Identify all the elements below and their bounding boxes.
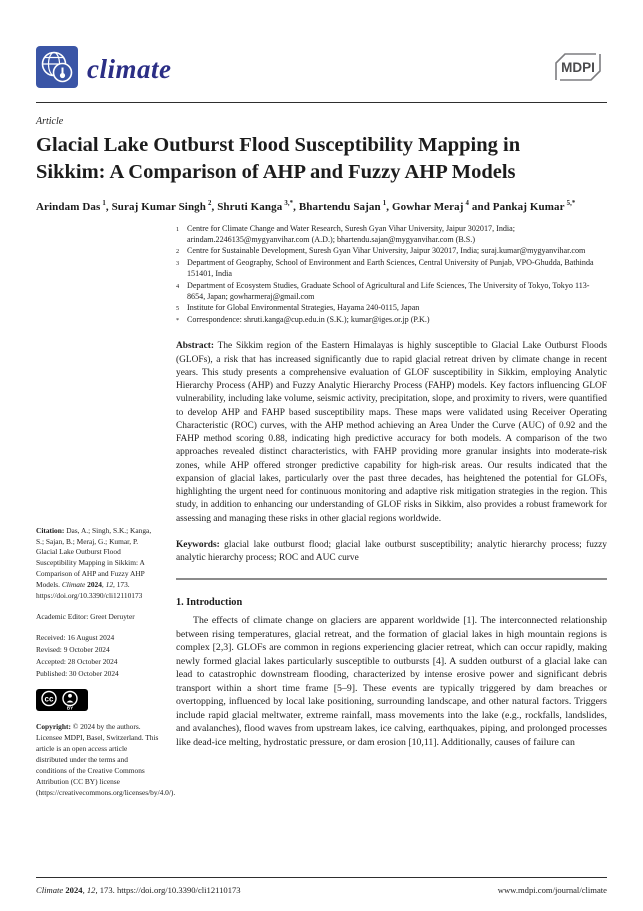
copyright-label: Copyright: — [36, 722, 73, 732]
author: Gowhar Meraj $^4$ and — [391, 199, 493, 213]
copyright-text: © 2024 by the authors. Licensee MDPI, Basel, Switzerland. This article is an open access article distributed under the terms and conditions of the Creative Commons Attribution (CC BY) license (https://creativecommons.org/licenses/by/4.0/). — [36, 722, 176, 797]
citation-label: Citation: — [36, 525, 67, 535]
affiliation-item: 5 Institute for Global Environmental Strategies, Hayama 240-0115, Japan — [176, 303, 420, 313]
author: Bhartendu Sajan $^1$, — [298, 199, 392, 213]
abstract — [176, 340, 607, 526]
author: Pankaj Kumar $^{5,*}$ — [492, 199, 576, 213]
academic-editor: Academic Editor: Greet Deruyter — [36, 611, 135, 621]
published-date: Published: 30 October 2024 — [36, 668, 119, 678]
svg-text:MDPI: MDPI — [561, 60, 595, 75]
header-divider — [36, 102, 607, 103]
article-type-label: Article — [36, 116, 64, 127]
svg-text:cc: cc — [44, 694, 54, 704]
footer-doi-link[interactable]: https://doi.org/10.3390/cli12110173 — [116, 885, 241, 895]
page-title: Glacial Lake Outburst Flood Susceptibility Mapping in Sikkim: A Comparison of AHP and Fuzzy AHP Models — [36, 134, 521, 184]
footer-journal-url[interactable]: www.mdpi.com/journal/climate — [497, 885, 607, 895]
footer-citation: Climate 2024, 12, 173. https://doi.org/10.3390/cli12110173 — [36, 885, 241, 895]
history-dates — [36, 633, 160, 680]
journal-brand — [36, 46, 171, 93]
accepted-date: Accepted: 28 October 2024 — [36, 656, 118, 666]
svg-text:BY: BY — [66, 705, 74, 711]
affiliation-item: 1 Centre for Climate Change and Water Research, Suresh Gyan Vihar University, Jaipur 302017, India; arindam.2246135@mygyanvihar.com (A.D.); bhartendu.sajan@mygyanvihar.com (B.S.) — [176, 223, 515, 244]
affiliation-item: 3 Department of Geography, School of Environment and Earth Sciences, Central University of Punjab, VPO-Ghudda, Bathinda 151401, India — [176, 258, 594, 279]
keywords-label: Keywords: — [176, 539, 220, 550]
introduction-paragraph: The effects of climate change on glaciers are apparent worldwide [1]. The interconnected relationship between rising temperatures, glacial retreat, and the formation of glacial lakes in high mountain regions is complex [2,3]. GLOFs are common in regions experiencing glacier retreat, which can occur rapidly, making newly formed glacial lakes particularly susceptible to outbursts [4]. A sudden outburst of a glacial lake can lead to catastrophic downstream flooding, characterized by intense erosive power and significant debris transport within a short time frame [5–9]. These events are typically triggered by dam breaches or overtopping, influenced by local lake positioning, surrounding landscape, and other natural factors. Triggers include rapid glacial meltwater, extreme rainfall, mass movements into the lake (e.g., rockfalls, landslides, and avalanches), flood waves from upstream lakes, ice calving, earthquakes, piping, and prolonged processes like dead-ice melting, hydrostatic pressure, or dam erosion [10,11]. Additionally, causes of failure can — [176, 615, 607, 748]
cc-by-license-badge[interactable] — [36, 689, 160, 715]
page-footer — [36, 877, 607, 895]
author: Shruti Kanga $^{3,*}$, — [217, 199, 299, 213]
affiliation-item: 2 Centre for Sustainable Development, Suresh Gyan Vihar University, Jaipur 302017, India; suraj.kumar@mygyanvihar.com — [176, 246, 586, 255]
citation-journal: Climate — [61, 580, 86, 590]
affiliation-item: 4 Department of Ecosystem Studies, Graduate School of Agricultural and Life Sciences, The University of Tokyo, Tokyo 113-8654, Japan; gowharmeraj@gmail.com — [176, 280, 590, 301]
keywords-text: glacial lake outburst flood; glacial lake outburst susceptibility; analytic hierarchy process; fuzzy analytic hierarchy process; ROC and AUC curve — [176, 539, 607, 564]
journal-header — [36, 0, 607, 93]
keywords — [176, 539, 607, 566]
author: Suraj Kumar Singh $^2$, — [111, 199, 218, 213]
correspondence-item: * Correspondence: shruti.kanga@cup.edu.in (S.K.); kumar@iges.or.jp (P.K.) — [176, 315, 430, 325]
abstract-text: The Sikkim region of the Eastern Himalayas is highly susceptible to Glacial Lake Outburst Floods (GLOFs), a risk that has increased significantly due to rapid glacial retreat driven by climate change in recent years. This study presents a comprehensive evaluation of GLOF susceptibility in Sikkim, employing Analytic Hierarchy Process (AHP) and Fuzzy Analytic Hierarchy Process (FAHP) models. Key factors influencing GLOF vulnerability, including lake volume, seismic activity, precipitation, slope, and proximity to rivers, were quantified to develop AHP and FAHP based susceptibility maps. These maps were validated using Receiver Operating Characteristic (ROC) curves, with the AHP method achieving an Area Under the Curve (AUC) of 0.92 and the FAHP method scoring 0.88, indicating high predictive accuracy for both models. A comparison of the two approaches revealed distinct characteristics, with FAHP providing more granular insights into moderate-risk zones, while AHP offered stronger predictive capability for high-risk areas. Our results indicated that the expansion of glacial lakes, particularly over the past three decades, has heightened the potential for GLOFs, highlighting the urgent need for continuous monitoring and adaptive risk mitigation strategies in the region. This study, in addition to enhancing our understanding of GLOF risks in Sikkim, also provides a robust framework for assessing and managing these risks in other glacial regions worldwide. — [176, 341, 607, 524]
authors-line — [36, 200, 607, 213]
sidebar-metadata-column — [36, 223, 176, 809]
received-date: Received: 16 August 2024 — [36, 632, 115, 642]
mdpi-logo — [549, 50, 607, 89]
main-column — [176, 223, 607, 809]
citation-body: Das, A.; Singh, S.K.; Kanga, S.; Sajan, B.; Meraj, G.; Kumar, P. Glacial Lake Outburst Flood Susceptibility Mapping in Sikkim: A Comparison of AHP and Fuzzy AHP Models. — [36, 525, 152, 590]
citation-doi-link[interactable]: https://doi.org/10.3390/cli12110173 — [36, 591, 143, 601]
journal-name: climate — [87, 54, 172, 84]
affiliations-list — [176, 223, 607, 327]
footer-divider — [36, 877, 607, 878]
abstract-label: Abstract: — [176, 341, 215, 352]
author: Arindam Das $^1$, — [36, 199, 112, 213]
revised-date: Revised: 9 October 2024 — [36, 644, 110, 654]
keywords-divider — [176, 578, 607, 580]
climate-globe-thermometer-icon — [36, 46, 78, 93]
citation-block: Citation: Das, A.; Singh, S.K.; Kanga, S.; Sajan, B.; Meraj, G.; Kumar, P. Glacial Lake Outburst Flood Susceptibility Mapping in Sikkim: A Comparison of AHP and Fuzzy AHP Models. Climate 2024, 12, 173. https://doi.org/10.3390/cli12110173 — [36, 525, 152, 601]
copyright-block — [36, 722, 176, 798]
section-heading-introduction: 1. Introduction — [176, 597, 243, 609]
